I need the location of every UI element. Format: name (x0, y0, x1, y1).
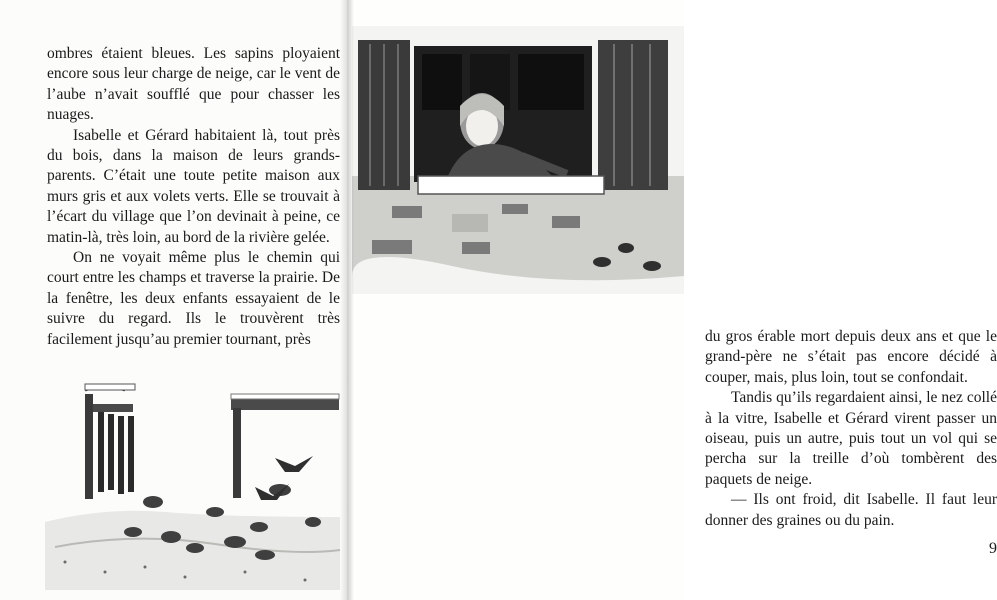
left-paragraph-3: On ne voyait même plus le chemin qui court entre les champs et traverse la prairie. De la fenêtre, les deux enfants essayaient de le suivre du regard. Ils le trouvèrent très facilement jusqu’au premier tournant, près (47, 249, 340, 348)
window-sill (418, 176, 604, 194)
left-page-text (47, 44, 340, 350)
page-number: 9 (989, 540, 997, 557)
girl-at-window-drawing (352, 26, 684, 294)
left-page (0, 0, 348, 600)
right-paragraph-3: — Ils ont froid, dit Isabelle. Il faut leur donner des graines ou du pain. (705, 491, 997, 529)
right-paragraph-2: Tandis qu’ils regardaient ainsi, le nez collé à la vitre, Isabelle et Gérard virent passer un oiseau, puis un autre, puis tout un vol qui se percha sur la treille d’où tombèrent des paquets de neige. (705, 389, 997, 488)
left-paragraph-1: ombres étaient bleues. Les sapins ployaient encore sous leur charge de neige, car le vent de l’aube n’avait soufflé que pour chasser les nuages. (47, 45, 340, 124)
window-illustration (352, 26, 684, 294)
birds-yard-drawing (45, 372, 340, 590)
left-paragraph-2: Isabelle et Gérard habitaient là, tout près du bois, dans la maison de leurs grands-parents. C’était une toute petite maison aux murs gris et aux volets verts. Elle se trouvait à l’écart du village que l’on devinait à peine, ce matin-là, très loin, au bord de la rivière gelée. (47, 126, 340, 246)
right-page-text (705, 327, 997, 531)
fence-post (85, 394, 93, 499)
yard-illustration (45, 372, 340, 590)
book-gutter (340, 0, 354, 600)
arbor-beam (231, 398, 339, 410)
right-paragraph-1: du gros érable mort depuis deux ans et que le grand-père ne s’était pas encore décidé à couper, mais, plus loin, tout se confondait. (705, 328, 997, 386)
